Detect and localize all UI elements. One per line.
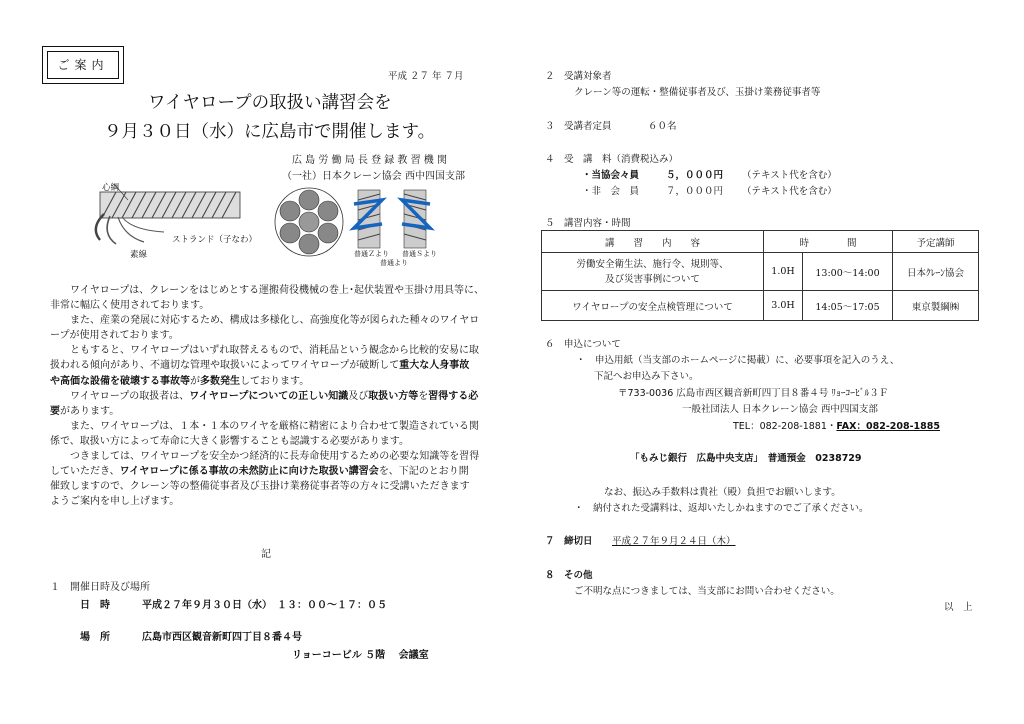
z-lay-rope	[354, 190, 382, 248]
sec8-text: ご不明な点につきましては、当支部にお問い合わせください。	[574, 586, 840, 597]
paragraph-1a: ワイヤロープは、クレーンをはじめとする運搬荷役機械の巻上･起伏装置や玉掛け用具等に、	[70, 285, 484, 296]
schedule-hours-2: 3.0H	[764, 291, 803, 321]
sec4-member-note: （テキスト代を含む）	[742, 170, 837, 181]
schedule-time-1: 13:00～14:00	[803, 253, 893, 291]
label-z-lay: 普通Ｚより	[354, 250, 389, 258]
paragraph-6d: ようご案内を申し上げます。	[50, 496, 180, 508]
sec2-text: クレーン等の運転・整備従事者及び、玉掛け業務従事者等	[574, 87, 821, 98]
schedule-header-row	[542, 231, 979, 253]
sec3-value: ６０名	[648, 121, 677, 132]
schedule-time-2: 14:05～17:05	[803, 291, 893, 321]
emphasis-frequent: 多数発生	[200, 375, 240, 387]
sec1-date-label: 日 時	[80, 600, 110, 611]
sec8-heading: ８ その他	[545, 570, 593, 581]
sec4-member-price: ５，０００円	[666, 170, 724, 181]
paragraph-2a: また、産業の発展に対応するため、構成は多様化し、高強度化等が図られた種々のワイヤロ	[70, 315, 480, 327]
label-s-lay: 普通Ｓより	[402, 250, 437, 258]
paragraph-1b: 非常に幅広く使用されております。	[50, 300, 210, 312]
sec7-heading: ７ 締切日	[545, 536, 593, 547]
organization-line2: （一社）日本クレーン協会 西中四国支部	[282, 171, 465, 182]
emphasis-correct-knowledge: ワイヤロープについての正しい知識	[189, 390, 349, 402]
title-line1: ワイヤロープの取扱い講習会を	[148, 93, 392, 113]
body-text	[50, 283, 486, 509]
paragraph-6b-end: を、下記のとおり開	[378, 466, 469, 478]
emphasis-seminar: ワイヤロープに係る事故の未然防止に向けた取扱い講習会	[119, 466, 379, 478]
notice-box	[42, 46, 124, 84]
sec6-note1: なお、振込み手数料は貴社（殿）負担でお願いします。	[604, 487, 841, 498]
title-line2: ９月３０日（水）に広島市で開催します。	[104, 122, 436, 142]
paragraph-3b: 扱われる傾向があり、不適切な管理や取扱いによってワイヤロープが破断して	[50, 360, 400, 372]
sec6-line2: 下記へお申込み下さい。	[594, 371, 699, 382]
sec1-date-value: 平成２７年９月３０日（水） １３：００～１７：０５	[142, 600, 387, 611]
paragraph-5b: 係で、取扱い方によって寿命に大きく影響することも認識する必要があります。	[50, 435, 409, 447]
sec6-bank: 「もみじ銀行 広島中央支店」 普通預金 0238729	[630, 453, 862, 464]
paragraph-4a-pre: ワイヤロープの取扱者は、	[70, 390, 190, 402]
table-row	[542, 253, 979, 291]
sec7-deadline: 平成２７年９月２４日（木）	[612, 536, 736, 547]
rope-cross-section	[275, 188, 343, 256]
organization-line1: 広 島 労 働 局 長 登 録 教 習 機 関	[292, 155, 447, 166]
sec2-heading: ２ 受講対象者	[545, 71, 612, 82]
paragraph-6c: 催致しますので、クレーン等の整備従事者及び玉掛け業務従事者等の方々に受講いただきます	[50, 481, 470, 493]
emphasis-must-learn: 習得する必	[428, 390, 479, 402]
ki-mark: 記	[261, 549, 271, 560]
paragraph-4b-end: があります。	[60, 405, 120, 417]
schedule-header-lecturer: 予定講師	[893, 231, 979, 253]
sec6-note2: ・ 納付された受講料は、返却いたしかねますのでご了承ください。	[574, 503, 869, 514]
label-wire: 素線	[130, 250, 148, 260]
emphasis-equipment-damage: や高価な設備を破壊する事故等	[50, 375, 190, 387]
sec1-heading: １ 開催日時及び場所	[50, 582, 150, 593]
sec1-place-building: リョーコービル ５階 会議室	[292, 650, 429, 661]
paragraph-2b: ープが使用されております。	[50, 330, 179, 342]
sec1-place-address: 広島市西区観音新町四丁目８番４号	[142, 632, 302, 643]
label-ordinary-lay: 普通より	[380, 259, 408, 267]
paragraph-6b-pre: していただき、	[50, 466, 120, 478]
sec6-heading: ６ 申込について	[545, 339, 621, 350]
s-lay-rope	[402, 190, 430, 248]
emphasis-serious-accident: 重大な人身事故	[399, 360, 470, 372]
sec6-tel: TEL：082-208-1881・	[733, 421, 837, 432]
sec1-place-label: 場 所	[80, 632, 110, 643]
sec6-organization: 一般社団法人 日本クレーン協会 西中四国支部	[682, 404, 878, 415]
table-row	[542, 291, 979, 321]
label-core: 心綱	[102, 183, 120, 193]
paragraph-3c-end: しております。	[240, 375, 310, 387]
emphasis-handling: 取扱い方等	[368, 390, 419, 402]
schedule-lecturer-1: 日本ｸﾚｰﾝ協会	[893, 253, 979, 291]
sec3-heading: ３ 受講者定員	[545, 121, 612, 132]
paragraph-4a-mid: 及び	[348, 390, 369, 402]
sec4-member-label: ・当協会々員	[582, 170, 640, 181]
emphasis-must-learn-end: 要	[50, 405, 60, 417]
paragraph-3a: ともすると、ワイヤロープはいずれ取替えるもので、消耗品という観念から比較的安易に取	[70, 345, 479, 357]
sec4-nonmember-note: （テキスト代を含む）	[742, 186, 837, 197]
sec4-nonmember-price: ７，０００円	[666, 186, 724, 197]
schedule-header-time: 時 間	[764, 231, 893, 253]
closing-mark: 以 上	[944, 602, 973, 613]
sec6-contact	[733, 418, 940, 432]
schedule-header-content: 講 習 内 容	[542, 231, 764, 253]
content-1-line2: 及び災害事例について	[605, 273, 700, 285]
paragraph-6a: つきましては、ワイヤロープを安全かつ経済的に長寿命使用するための必要な知識等を習得	[70, 451, 480, 463]
paragraph-3c-mid: が	[190, 375, 200, 387]
schedule-content-2: ワイヤロープの安全点検管理について	[542, 291, 764, 321]
label-strand: ストランド（子なわ）	[172, 235, 258, 245]
paragraph-4a-mid2: を	[418, 390, 429, 402]
sec4-heading: ４ 受 講 料（消費税込み）	[545, 154, 679, 165]
sec6-fax: FAX：082-208-1885	[836, 421, 940, 432]
notice-label: ご案内	[47, 51, 119, 79]
content-1-line1: 労働安全衛生法、施行令、規則等、	[576, 258, 729, 270]
schedule-content-1	[542, 253, 764, 291]
sec6-address: 〒733-0036 広島市西区観音新町四丁目８番４号 ﾘｮｰｺｰﾋﾞﾙ３Ｆ	[618, 388, 889, 399]
sec6-line1: ・ 申込用紙（当支部のホームページに掲載）に、必要事項を記入のうえ、	[576, 355, 900, 366]
schedule-lecturer-2: 東京製綱㈱	[893, 291, 979, 321]
paragraph-5a: また、ワイヤロープは、１本・１本のワイヤを厳格に精密により合わせて製造されている関	[70, 420, 479, 432]
sec4-nonmember-label: ・非 会 員	[582, 186, 640, 197]
schedule-table	[541, 230, 979, 321]
issue-date: 平成 ２７ 年 ７月	[388, 71, 464, 82]
schedule-hours-1: 1.0H	[764, 253, 803, 291]
sec5-heading: ５ 講習内容・時間	[545, 218, 631, 229]
